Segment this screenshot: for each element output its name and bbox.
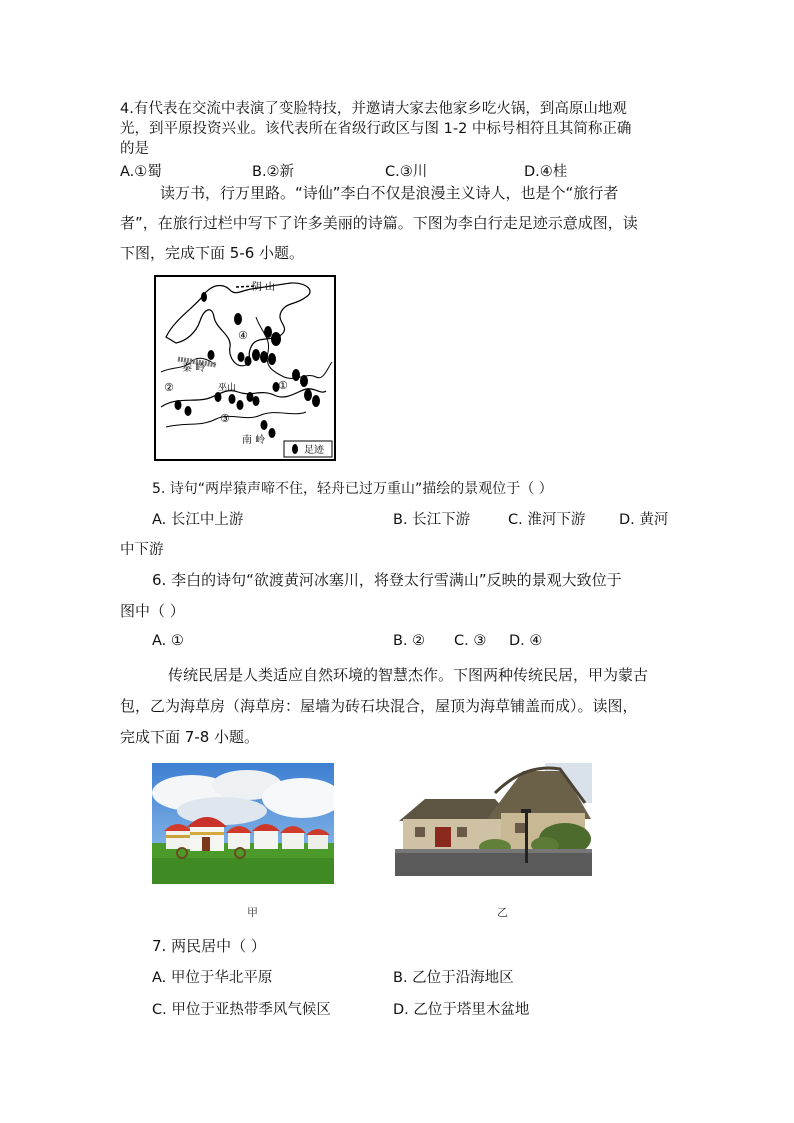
intro2-line-3: 完成下面 7-8 小题。 xyxy=(120,728,260,746)
footprint-icon xyxy=(292,444,298,454)
label-yinshan: 阴 山 xyxy=(252,282,276,293)
q7-option-b: B. 乙位于沿海地区 xyxy=(393,970,514,986)
q7-option-a: A. 甲位于华北平原 xyxy=(152,970,273,986)
q4-option-b: B.②新 xyxy=(252,164,295,180)
q6-option-d: D. ④ xyxy=(509,633,543,649)
q7-option-d: D. 乙位于塔里木盆地 xyxy=(393,1002,530,1018)
q5-stem: 5. 诗句“两岸猿声啼不住，轻舟已过万重山”描绘的景观位于（ ） xyxy=(152,481,553,497)
caption-yi: 乙 xyxy=(497,906,508,919)
q6-option-c: C. ③ xyxy=(454,633,487,649)
caption-jia: 甲 xyxy=(247,906,258,919)
intro1-line-2: 者”，在旅行过栏中写下了许多美丽的诗篇。下图为李白行走足迹示意成图，读 xyxy=(120,214,638,232)
q5-option-c: C. 淮河下游 xyxy=(508,512,586,528)
q4-option-c: C.③川 xyxy=(385,164,428,180)
q5-option-a: A. 长江中上游 xyxy=(152,512,244,528)
q7-option-c: C. 甲位于亚热带季风气候区 xyxy=(152,1002,331,1018)
label-4: ④ xyxy=(238,329,248,342)
q4-line-1: 4.有代表在交流中表演了变脸特技，并邀请大家去他家乡吃火锅，到高原山地观 xyxy=(120,101,627,117)
map-svg xyxy=(156,277,334,459)
q6-stem-1: 6. 李白的诗句“欲渡黄河冰塞川，将登太行雪满山”反映的景观大致位于 xyxy=(152,571,622,589)
q6-stem-2: 图中（ ） xyxy=(120,602,185,620)
yurt-photo xyxy=(152,763,334,884)
li-bai-footprint-map xyxy=(154,275,336,461)
label-2: ② xyxy=(164,381,174,394)
q7-stem: 7. 两民居中（ ） xyxy=(152,937,266,955)
q5-option-d-wrap: 中下游 xyxy=(120,542,164,558)
q4-option-a: A.①蜀 xyxy=(120,164,162,180)
seaweed-house-photo xyxy=(395,763,592,876)
intro2-line-1: 传统民居是人类适应自然环境的智慧杰作。下图两种传统民居，甲为蒙古 xyxy=(168,666,649,684)
q6-option-a: A. ① xyxy=(152,633,184,649)
intro2-line-2: 包，乙为海草房（海草房：屋墙为砖石块混合，屋顶为海草铺盖而成）。读图， xyxy=(120,697,638,715)
label-qinling: 秦 岭 xyxy=(182,363,206,374)
q4-line-2: 光，到平原投资兴业。该代表所在省级行政区与图 1-2 中标号相符且其简称正确 xyxy=(120,121,632,137)
q6-option-b: B. ② xyxy=(393,633,426,649)
q4-option-d: D.④桂 xyxy=(524,164,568,180)
q4-line-3: 的是 xyxy=(120,141,149,157)
yangtze-river-line xyxy=(161,389,326,407)
legend-label: 足迹 xyxy=(304,445,324,456)
label-3: ③ xyxy=(220,412,230,425)
label-nanling: 南 岭 xyxy=(242,435,266,446)
intro1-line-1: 读万书，行万里路。“诗仙”李白不仅是浪漫主义诗人，也是个“旅行者 xyxy=(160,184,619,202)
label-1: ① xyxy=(278,379,288,392)
label-wushan: 巫山 xyxy=(218,383,237,393)
q5-option-d: D. 黄河 xyxy=(619,512,669,528)
intro1-line-3: 下图，完成下面 5-6 小题。 xyxy=(120,244,305,262)
q5-option-b: B. 长江下游 xyxy=(393,512,471,528)
